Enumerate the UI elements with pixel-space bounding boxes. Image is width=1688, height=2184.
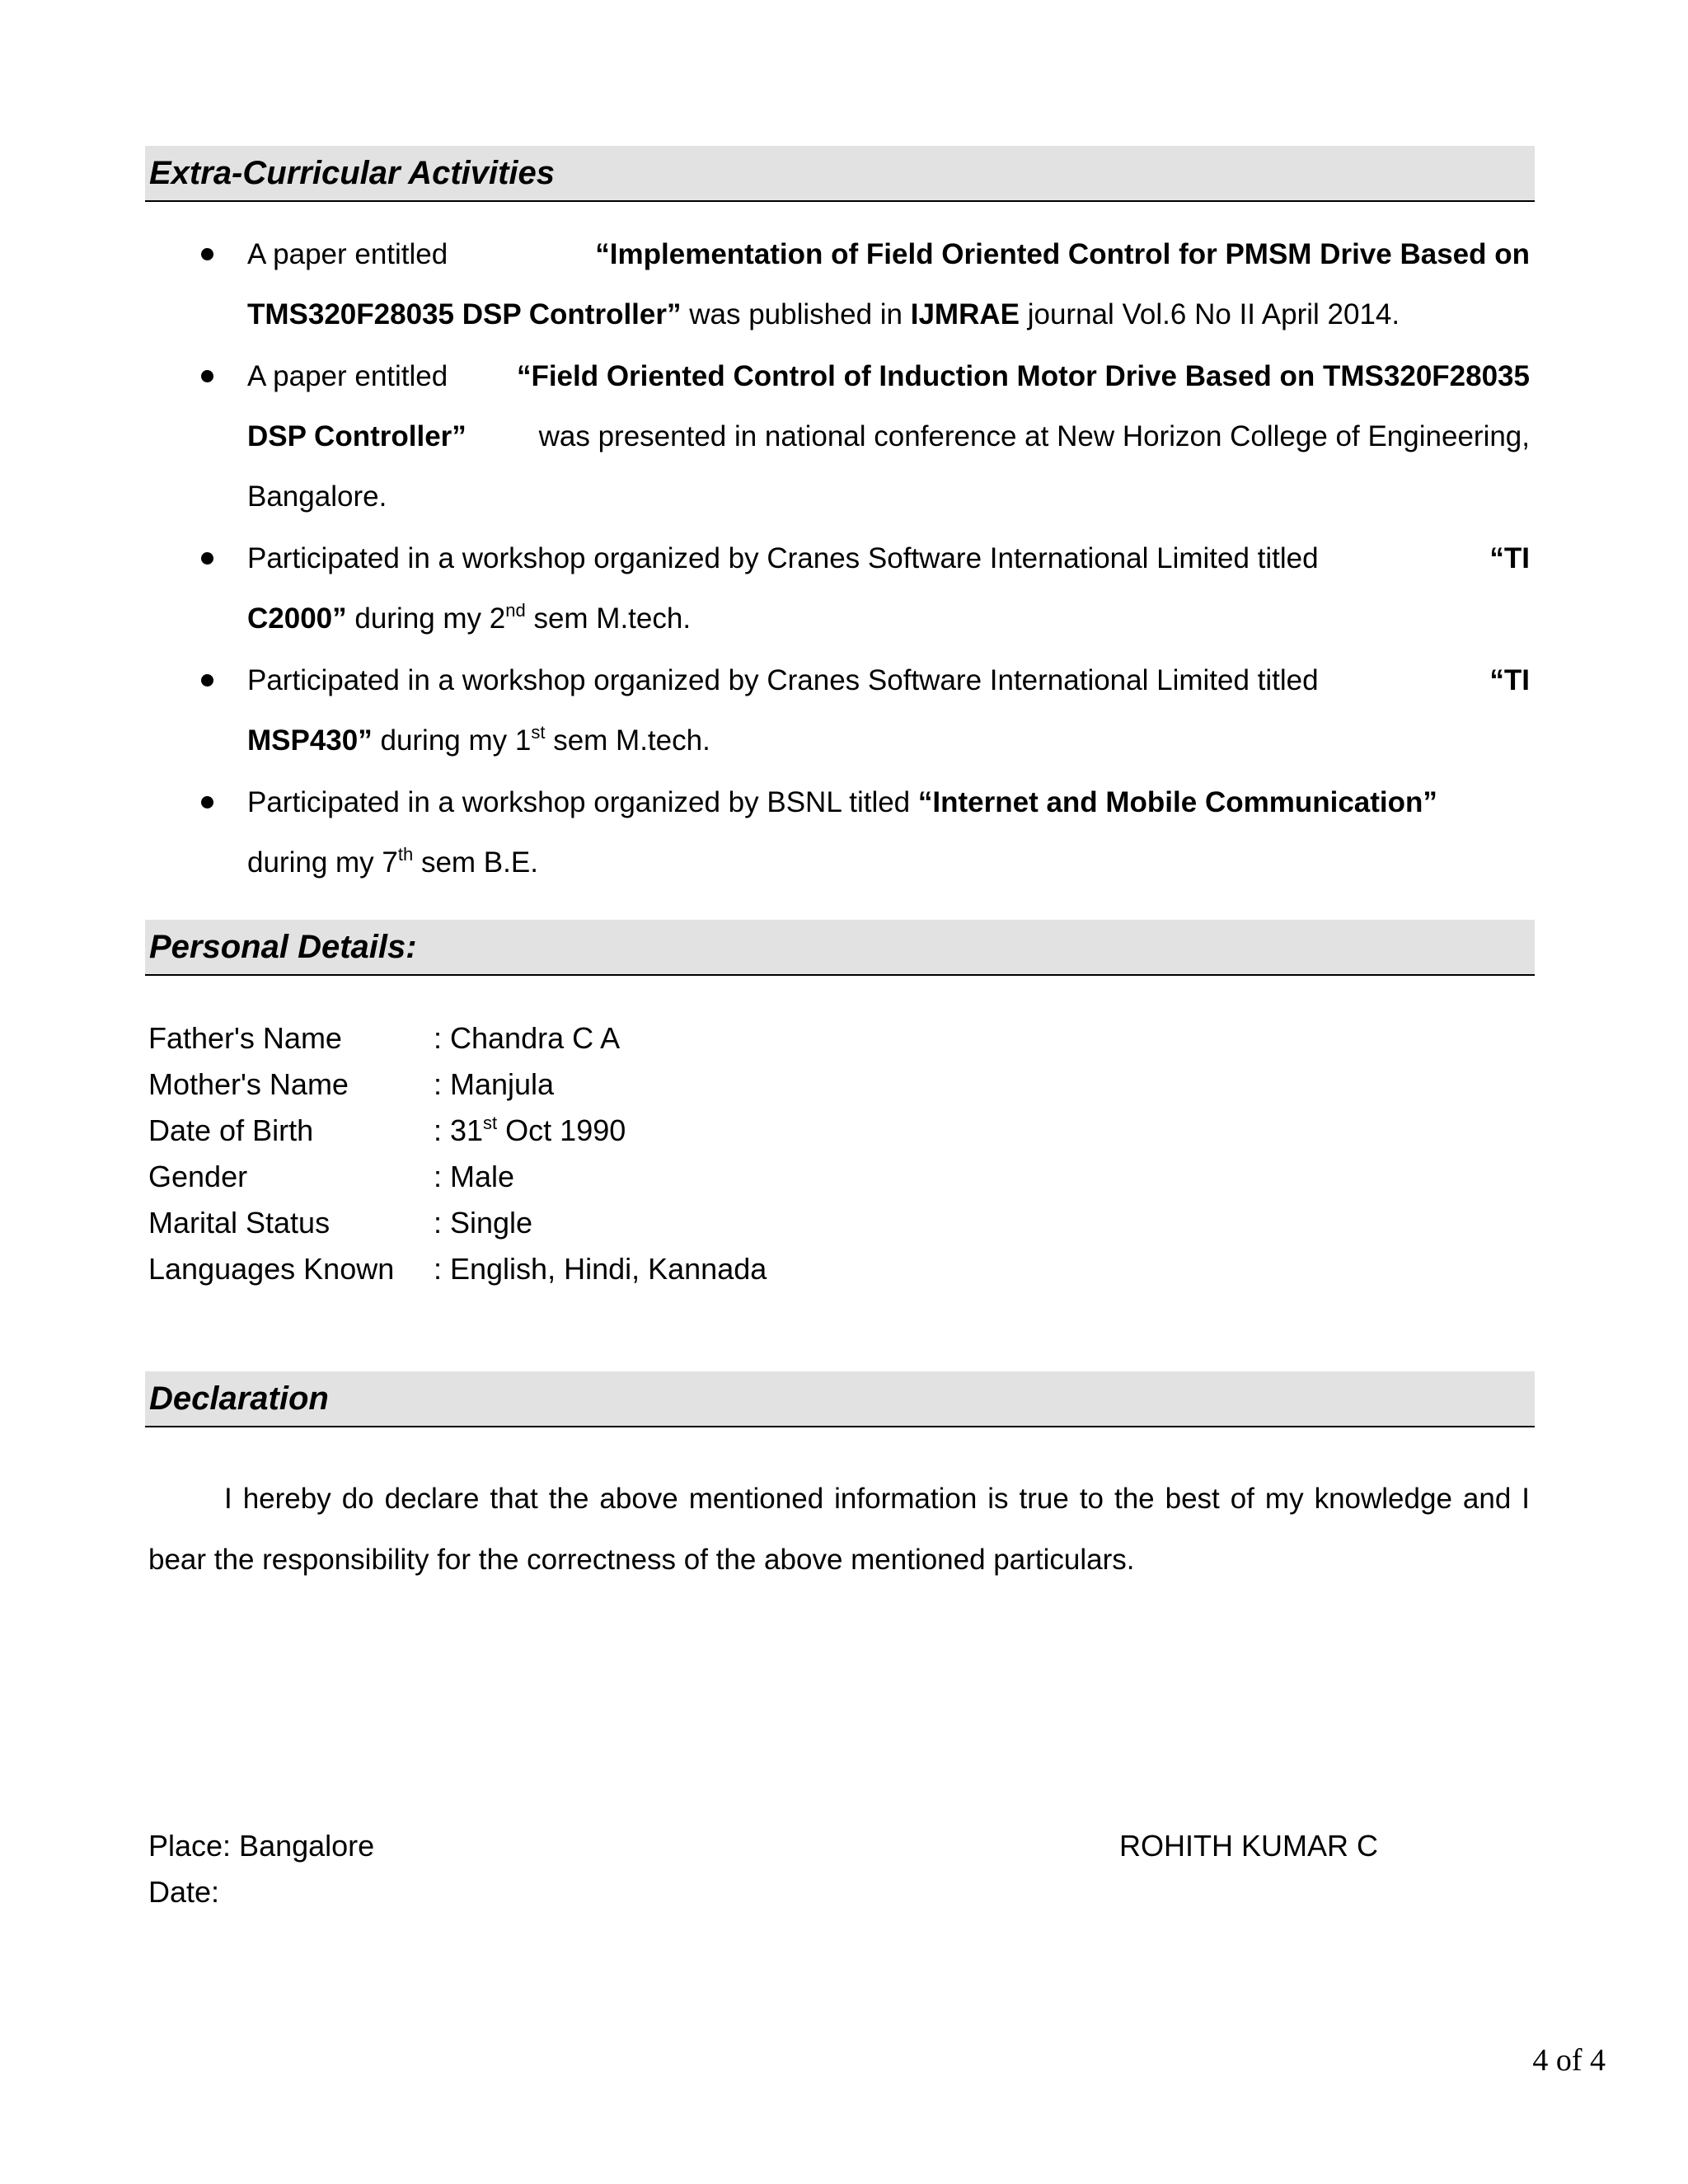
activity-text: Participated in a workshop organized by BSNL titled: [247, 786, 918, 818]
details-label: Father's Name: [148, 1021, 342, 1055]
declaration-text: I hereby do declare that the above mentioned information is true to the best of my knowledge and I bear the responsibility for the correctness of the above mentioned particulars.: [148, 1483, 1530, 1576]
bullet-icon: [201, 796, 213, 808]
activity-prefix: A paper entitled: [247, 238, 448, 270]
activity-line: [247, 710, 1530, 771]
signatory-name: ROHITH KUMAR C: [1119, 1829, 1378, 1863]
activity-line: [247, 528, 1530, 588]
activity-text: during my 2: [346, 602, 506, 635]
activity-line: [247, 284, 1530, 344]
activity-line: [247, 588, 1530, 649]
activity-text: was presented in national conference at New Horizon College of Engineering,: [538, 420, 1530, 452]
dob-month-year: Oct 1990: [497, 1113, 626, 1147]
place-text: Place: Bangalore: [148, 1829, 375, 1863]
ordinal-suffix: nd: [505, 600, 526, 621]
activity-item: [247, 650, 1530, 771]
activity-item: [247, 528, 1530, 649]
details-row-father: [148, 1015, 767, 1062]
workshop-title: “Internet and Mobile Communication”: [917, 786, 1437, 818]
personal-section-header: [145, 920, 1535, 976]
activity-line: [247, 772, 1530, 832]
declaration-section-title: Declaration: [149, 1380, 329, 1417]
details-value: : Chandra C A: [434, 1021, 621, 1055]
activity-item: [247, 346, 1530, 527]
activity-line: Bangalore.: [247, 480, 387, 513]
dob-day: : 31: [434, 1113, 484, 1147]
workshop-title: “TI: [1489, 664, 1530, 696]
bullet-icon: [201, 674, 213, 687]
ordinal-suffix: st: [531, 722, 546, 743]
bullet-icon: [201, 552, 213, 565]
activity-text: journal Vol.6 No II April 2014.: [1019, 298, 1400, 330]
extracurricular-section-title: Extra-Curricular Activities: [149, 155, 556, 191]
activity-line: [247, 406, 1530, 466]
activity-text: sem M.tech.: [525, 602, 692, 635]
details-row-languages: [148, 1246, 767, 1292]
details-row-mother: [148, 1062, 767, 1108]
details-value: : Manjula: [434, 1067, 555, 1101]
activity-text: during my 1: [372, 724, 532, 757]
declaration-paragraph: [148, 1469, 1530, 1591]
activity-text: sem M.tech.: [545, 724, 710, 757]
paper-title: DSP Controller”: [247, 420, 467, 452]
details-row-marital: [148, 1200, 767, 1246]
activity-line: [247, 224, 1530, 284]
activity-line: [247, 832, 1530, 893]
paper-title: TMS320F28035 DSP Controller”: [247, 298, 682, 330]
activity-text: was published in: [681, 298, 911, 330]
personal-section-title: Personal Details:: [149, 929, 417, 965]
journal-name: IJMRAE: [910, 298, 1020, 330]
details-label: Mother's Name: [148, 1067, 349, 1101]
details-label: Date of Birth: [148, 1113, 314, 1147]
page-number: 4 of 4: [1532, 2043, 1606, 2078]
activity-item: [247, 224, 1530, 344]
details-label: Gender: [148, 1160, 248, 1193]
activity-text: Participated in a workshop organized by Cranes Software International Limited titled: [247, 542, 1319, 574]
details-value: : English, Hindi, Kannada: [434, 1252, 767, 1286]
activity-item: [247, 772, 1530, 893]
activities-list: [247, 224, 1530, 894]
details-row-dob: [148, 1108, 767, 1154]
bullet-icon: [201, 370, 213, 382]
paper-title: “Implementation of Field Oriented Control for PMSM Drive Based on: [595, 238, 1530, 270]
details-value: [434, 1108, 626, 1154]
workshop-title: C2000”: [247, 602, 347, 635]
activity-text: during my 7: [247, 846, 398, 879]
activity-text: Participated in a workshop organized by Cranes Software International Limited titled: [247, 664, 1319, 696]
workshop-title: “TI: [1489, 542, 1530, 574]
ordinal-suffix: st: [483, 1113, 498, 1133]
bullet-icon: [201, 248, 213, 260]
personal-details-table: [148, 1015, 767, 1292]
details-label: Marital Status: [148, 1206, 331, 1240]
extracurricular-section-header: [145, 146, 1535, 202]
details-label: Languages Known: [148, 1252, 395, 1286]
activity-prefix: A paper entitled: [247, 360, 448, 392]
place-date-block: [148, 1823, 374, 1915]
details-value: : Single: [434, 1206, 533, 1240]
activity-line: [247, 346, 1530, 406]
details-value: : Male: [434, 1160, 515, 1193]
paper-title: “Field Oriented Control of Induction Motor Drive Based on TMS320F28035: [516, 360, 1530, 392]
declaration-section-header: [145, 1371, 1535, 1427]
ordinal-suffix: th: [397, 844, 414, 865]
activity-line: [247, 650, 1530, 710]
date-text: Date:: [148, 1875, 220, 1909]
details-row-gender: [148, 1154, 767, 1200]
activity-text: sem B.E.: [413, 846, 538, 879]
workshop-title: MSP430”: [247, 724, 373, 757]
